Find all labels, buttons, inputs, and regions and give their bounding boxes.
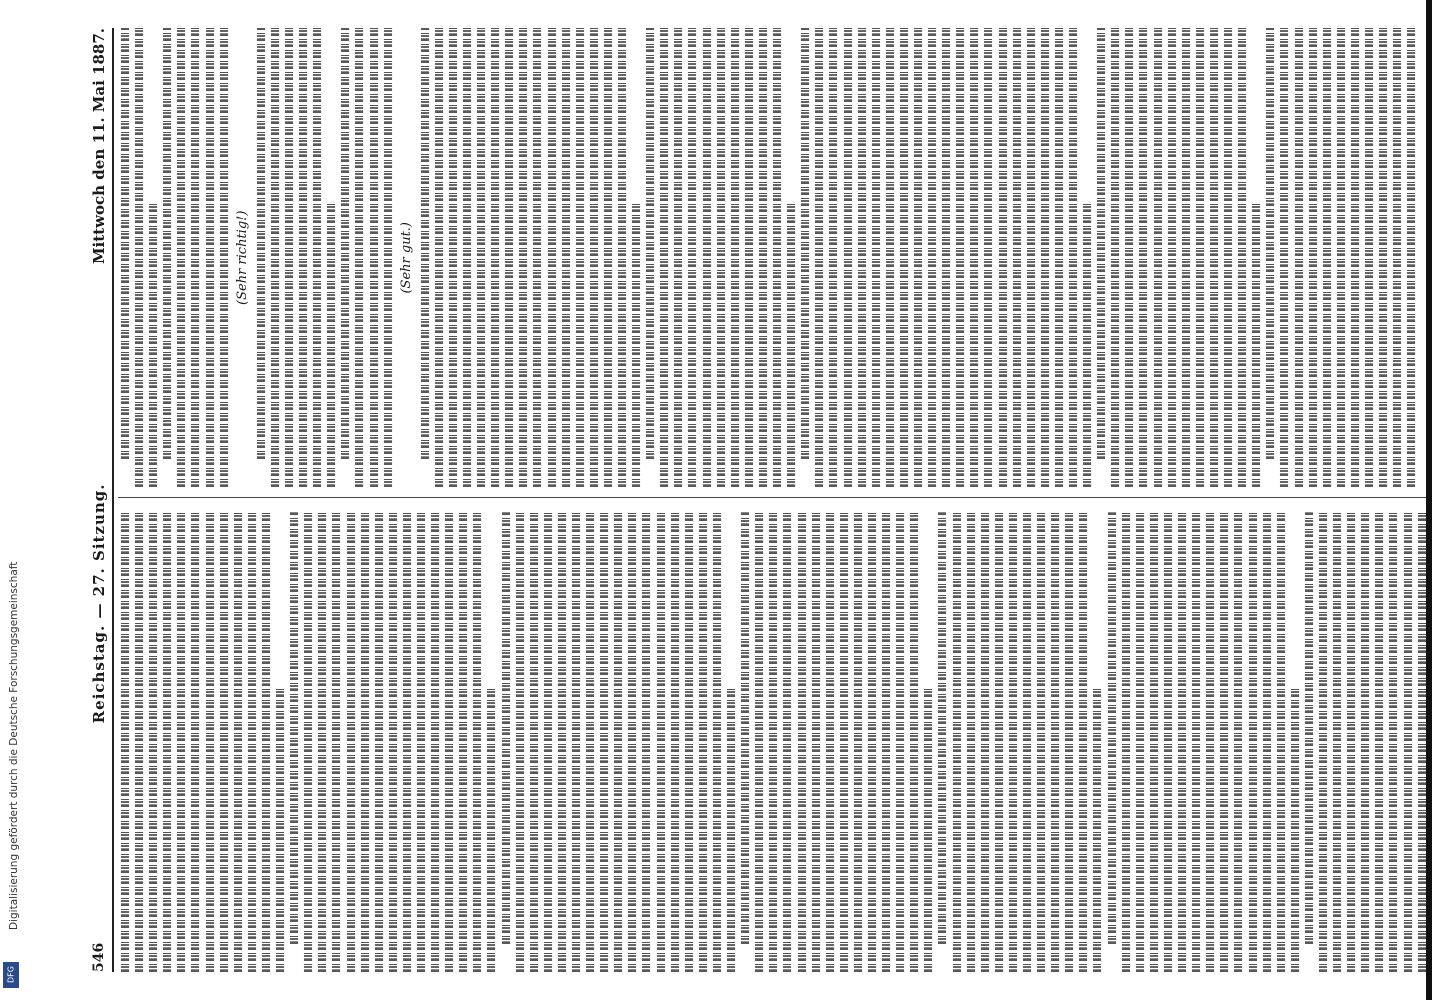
text-line — [1196, 28, 1204, 488]
text-line — [981, 513, 989, 973]
text-line — [826, 513, 834, 973]
text-line — [1294, 28, 1302, 488]
text-line — [262, 513, 270, 973]
text-line — [984, 28, 992, 488]
text-line — [1139, 28, 1147, 488]
text-line — [1309, 28, 1317, 488]
text-line — [1136, 513, 1144, 973]
text-line — [1182, 28, 1190, 488]
text-line — [1065, 513, 1073, 973]
text-line — [135, 513, 143, 973]
text-line — [1347, 513, 1355, 973]
text-line — [530, 513, 538, 973]
text-line — [688, 28, 696, 488]
text-line — [699, 513, 707, 973]
text-line — [1333, 513, 1341, 973]
text-line — [829, 28, 837, 488]
text-line — [1055, 28, 1063, 488]
text-line — [220, 28, 228, 488]
text-line — [318, 513, 326, 973]
text-line — [421, 28, 429, 460]
text-line — [759, 28, 767, 488]
text-line — [1418, 513, 1426, 973]
text-line — [1375, 513, 1383, 973]
interjection: (Sehr gut.) — [398, 222, 414, 294]
text-line — [618, 28, 626, 488]
text-line — [660, 28, 668, 488]
text-line — [285, 28, 293, 488]
text-line — [1407, 28, 1415, 488]
text-line — [967, 513, 975, 973]
text-line — [717, 28, 725, 488]
text-line — [562, 28, 570, 488]
text-line — [1150, 513, 1158, 973]
text-line — [463, 28, 471, 488]
text-line — [149, 203, 157, 488]
text-line — [843, 28, 851, 488]
text-line — [1379, 28, 1387, 488]
text-line — [572, 513, 580, 973]
text-column-left — [118, 513, 1432, 973]
text-line — [1083, 203, 1091, 488]
text-line — [163, 513, 171, 973]
text-line — [801, 28, 809, 460]
text-line — [600, 513, 608, 973]
text-line — [375, 513, 383, 973]
text-line — [304, 513, 312, 973]
text-line — [1093, 687, 1101, 972]
text-line — [1266, 28, 1274, 460]
text-line — [1192, 513, 1200, 973]
text-line — [674, 28, 682, 488]
interjection: (Sehr richtig!) — [234, 210, 250, 305]
text-line — [995, 513, 1003, 973]
text-line — [271, 28, 279, 488]
text-line — [1027, 28, 1035, 488]
text-line — [769, 513, 777, 973]
text-line — [361, 513, 369, 973]
text-line — [745, 28, 753, 488]
text-line — [206, 28, 214, 488]
text-line — [646, 28, 654, 460]
text-line — [797, 513, 805, 973]
text-line — [1224, 28, 1232, 488]
text-line — [1108, 513, 1116, 945]
text-line — [1079, 513, 1087, 973]
text-line — [1365, 28, 1373, 488]
text-line — [840, 513, 848, 973]
text-line — [1206, 513, 1214, 973]
text-line — [1252, 203, 1260, 488]
text-line — [1403, 513, 1411, 973]
text-line — [473, 513, 481, 973]
text-line — [858, 28, 866, 488]
text-line — [191, 28, 199, 488]
text-line — [628, 513, 636, 973]
page-title: Reichstag. — 27. Sitzung. — [90, 483, 108, 724]
dfg-logo: DFG — [3, 962, 19, 988]
text-line — [727, 687, 735, 972]
text-line — [924, 687, 932, 972]
text-line — [459, 513, 467, 973]
text-line — [671, 513, 679, 973]
text-line — [590, 28, 598, 488]
text-line — [163, 28, 171, 460]
text-line — [586, 513, 594, 973]
text-line — [332, 513, 340, 973]
text-line — [313, 28, 321, 488]
text-line — [1164, 513, 1172, 973]
text-line — [741, 513, 749, 945]
text-line — [914, 28, 922, 488]
margin-strip — [0, 0, 22, 1000]
text-line — [1069, 28, 1077, 488]
text-line — [248, 513, 256, 973]
text-line — [1154, 28, 1162, 488]
text-line — [121, 513, 129, 973]
text-line — [389, 513, 397, 973]
text-line — [1361, 513, 1369, 973]
text-line — [1234, 513, 1242, 973]
text-line — [854, 513, 862, 973]
text-line — [812, 513, 820, 973]
text-line — [910, 513, 918, 973]
text-line — [1337, 28, 1345, 488]
text-line — [956, 28, 964, 488]
text-line — [657, 513, 665, 973]
text-line — [1277, 513, 1285, 973]
text-line — [135, 28, 143, 488]
text-line — [614, 513, 622, 973]
text-line — [346, 513, 354, 973]
text-line — [1037, 513, 1045, 973]
text-line — [516, 513, 524, 973]
text-line — [755, 513, 763, 973]
text-line — [1178, 513, 1186, 973]
text-line — [547, 28, 555, 488]
text-line — [815, 28, 823, 488]
text-line — [1263, 513, 1271, 973]
text-line — [1125, 28, 1133, 488]
text-line — [1280, 28, 1288, 488]
text-line — [491, 28, 499, 488]
text-line — [886, 28, 894, 488]
text-line — [928, 28, 936, 488]
text-line — [900, 28, 908, 488]
text-line — [787, 203, 795, 488]
text-line — [445, 513, 453, 973]
text-line — [369, 28, 377, 488]
text-line — [1009, 513, 1017, 973]
text-line — [896, 513, 904, 973]
text-line — [1122, 513, 1130, 973]
text-line — [431, 513, 439, 973]
text-line — [384, 28, 392, 488]
text-line — [149, 513, 157, 973]
text-line — [938, 513, 946, 945]
text-line — [449, 28, 457, 488]
scan-edge — [1426, 0, 1432, 1000]
text-line — [1389, 513, 1397, 973]
text-line — [1041, 28, 1049, 488]
text-line — [290, 513, 298, 945]
text-line — [1220, 513, 1228, 973]
text-line — [1238, 28, 1246, 488]
text-line — [868, 513, 876, 973]
text-line — [773, 28, 781, 488]
text-line — [1097, 28, 1105, 460]
text-line — [558, 513, 566, 973]
text-line — [519, 28, 527, 488]
text-line — [576, 28, 584, 488]
text-line — [713, 513, 721, 973]
text-line — [327, 203, 335, 488]
text-line — [220, 513, 228, 973]
text-line — [177, 28, 185, 488]
text-line — [942, 28, 950, 488]
text-line — [1248, 513, 1256, 973]
text-line — [1393, 28, 1401, 488]
text-line — [1351, 28, 1359, 488]
text-line — [501, 513, 509, 945]
text-line — [1323, 28, 1331, 488]
text-line — [477, 28, 485, 488]
page-header — [86, 28, 114, 972]
text-line — [998, 28, 1006, 488]
text-line — [544, 513, 552, 973]
text-line — [783, 513, 791, 973]
text-line — [1319, 513, 1327, 973]
text-line — [1291, 687, 1299, 972]
text-line — [1168, 28, 1176, 488]
page-date: Mittwoch den 11. Mai 1887. — [90, 28, 108, 265]
text-column-right — [118, 28, 1432, 499]
text-line — [604, 28, 612, 488]
text-line — [403, 513, 411, 973]
text-line — [341, 28, 349, 460]
text-line — [642, 513, 650, 973]
text-line — [1210, 28, 1218, 488]
text-line — [177, 513, 185, 973]
text-line — [257, 28, 265, 460]
newspaper-page — [80, 0, 1432, 1000]
text-line — [435, 28, 443, 488]
text-line — [1111, 28, 1119, 488]
text-line — [872, 28, 880, 488]
text-columns — [118, 28, 1432, 972]
text-line — [731, 28, 739, 488]
text-line — [685, 513, 693, 973]
text-line — [533, 28, 541, 488]
text-line — [299, 28, 307, 488]
text-line — [505, 28, 513, 488]
text-line — [1023, 513, 1031, 973]
text-line — [417, 513, 425, 973]
text-line — [121, 28, 129, 460]
text-line — [355, 28, 363, 488]
text-line — [206, 513, 214, 973]
text-line — [191, 513, 199, 973]
text-line — [234, 513, 242, 973]
text-line — [970, 28, 978, 488]
text-line — [952, 513, 960, 973]
text-line — [487, 687, 495, 972]
page-number: 546 — [91, 942, 107, 972]
text-line — [1051, 513, 1059, 973]
text-line — [1013, 28, 1021, 488]
digitization-credit: Digitalisierung gefördert durch die Deutsche Forschungsgemeinschaft — [8, 561, 20, 930]
text-line — [276, 687, 284, 972]
text-line — [632, 203, 640, 488]
text-line — [882, 513, 890, 973]
text-line — [703, 28, 711, 488]
text-line — [1305, 513, 1313, 945]
